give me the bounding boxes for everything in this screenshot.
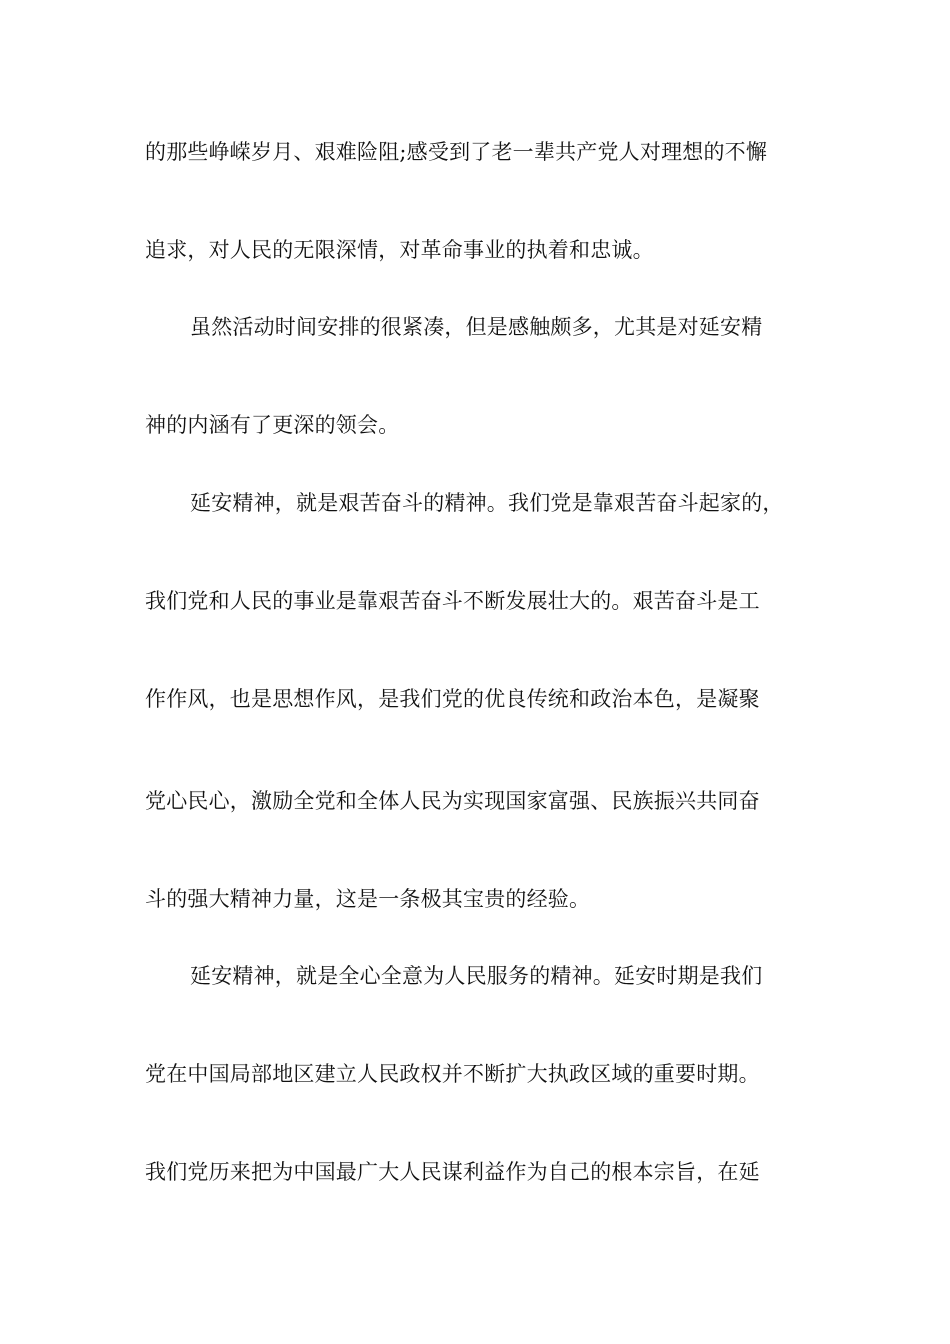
text-line-11: 党在中国局部地区建立人民政权并不断扩大执政区域的重要时期。 (145, 1062, 760, 1086)
text-line-8: 党心民心，激励全党和全体人民为实现国家富强、民族振兴共同奋 (145, 789, 760, 813)
text-line-9: 斗的强大精神力量，这是一条极其宝贵的经验。 (145, 887, 591, 911)
text-line-3: 虽然活动时间安排的很紧凑，但是感触颇多，尤其是对延安精 (190, 315, 763, 339)
text-line-2: 追求，对人民的无限深情，对革命事业的执着和忠诚。 (145, 238, 654, 262)
text-line-4: 神的内涵有了更深的领会。 (145, 413, 400, 437)
text-line-10: 延安精神，就是全心全意为人民服务的精神。延安时期是我们 (190, 964, 763, 988)
text-line-7: 作作风，也是思想作风，是我们党的优良传统和政治本色，是凝聚 (145, 687, 760, 711)
text-line-5: 延安精神，就是艰苦奋斗的精神。我们党是靠艰苦奋斗起家的， (190, 491, 784, 515)
text-line-1: 的那些峥嵘岁月、艰难险阻;感受到了老一辈共产党人对理想的不懈 (145, 140, 768, 164)
text-line-6: 我们党和人民的事业是靠艰苦奋斗不断发展壮大的。艰苦奋斗是工 (145, 589, 760, 613)
text-line-12: 我们党历来把为中国最广大人民谋利益作为自己的根本宗旨，在延 (145, 1160, 760, 1184)
